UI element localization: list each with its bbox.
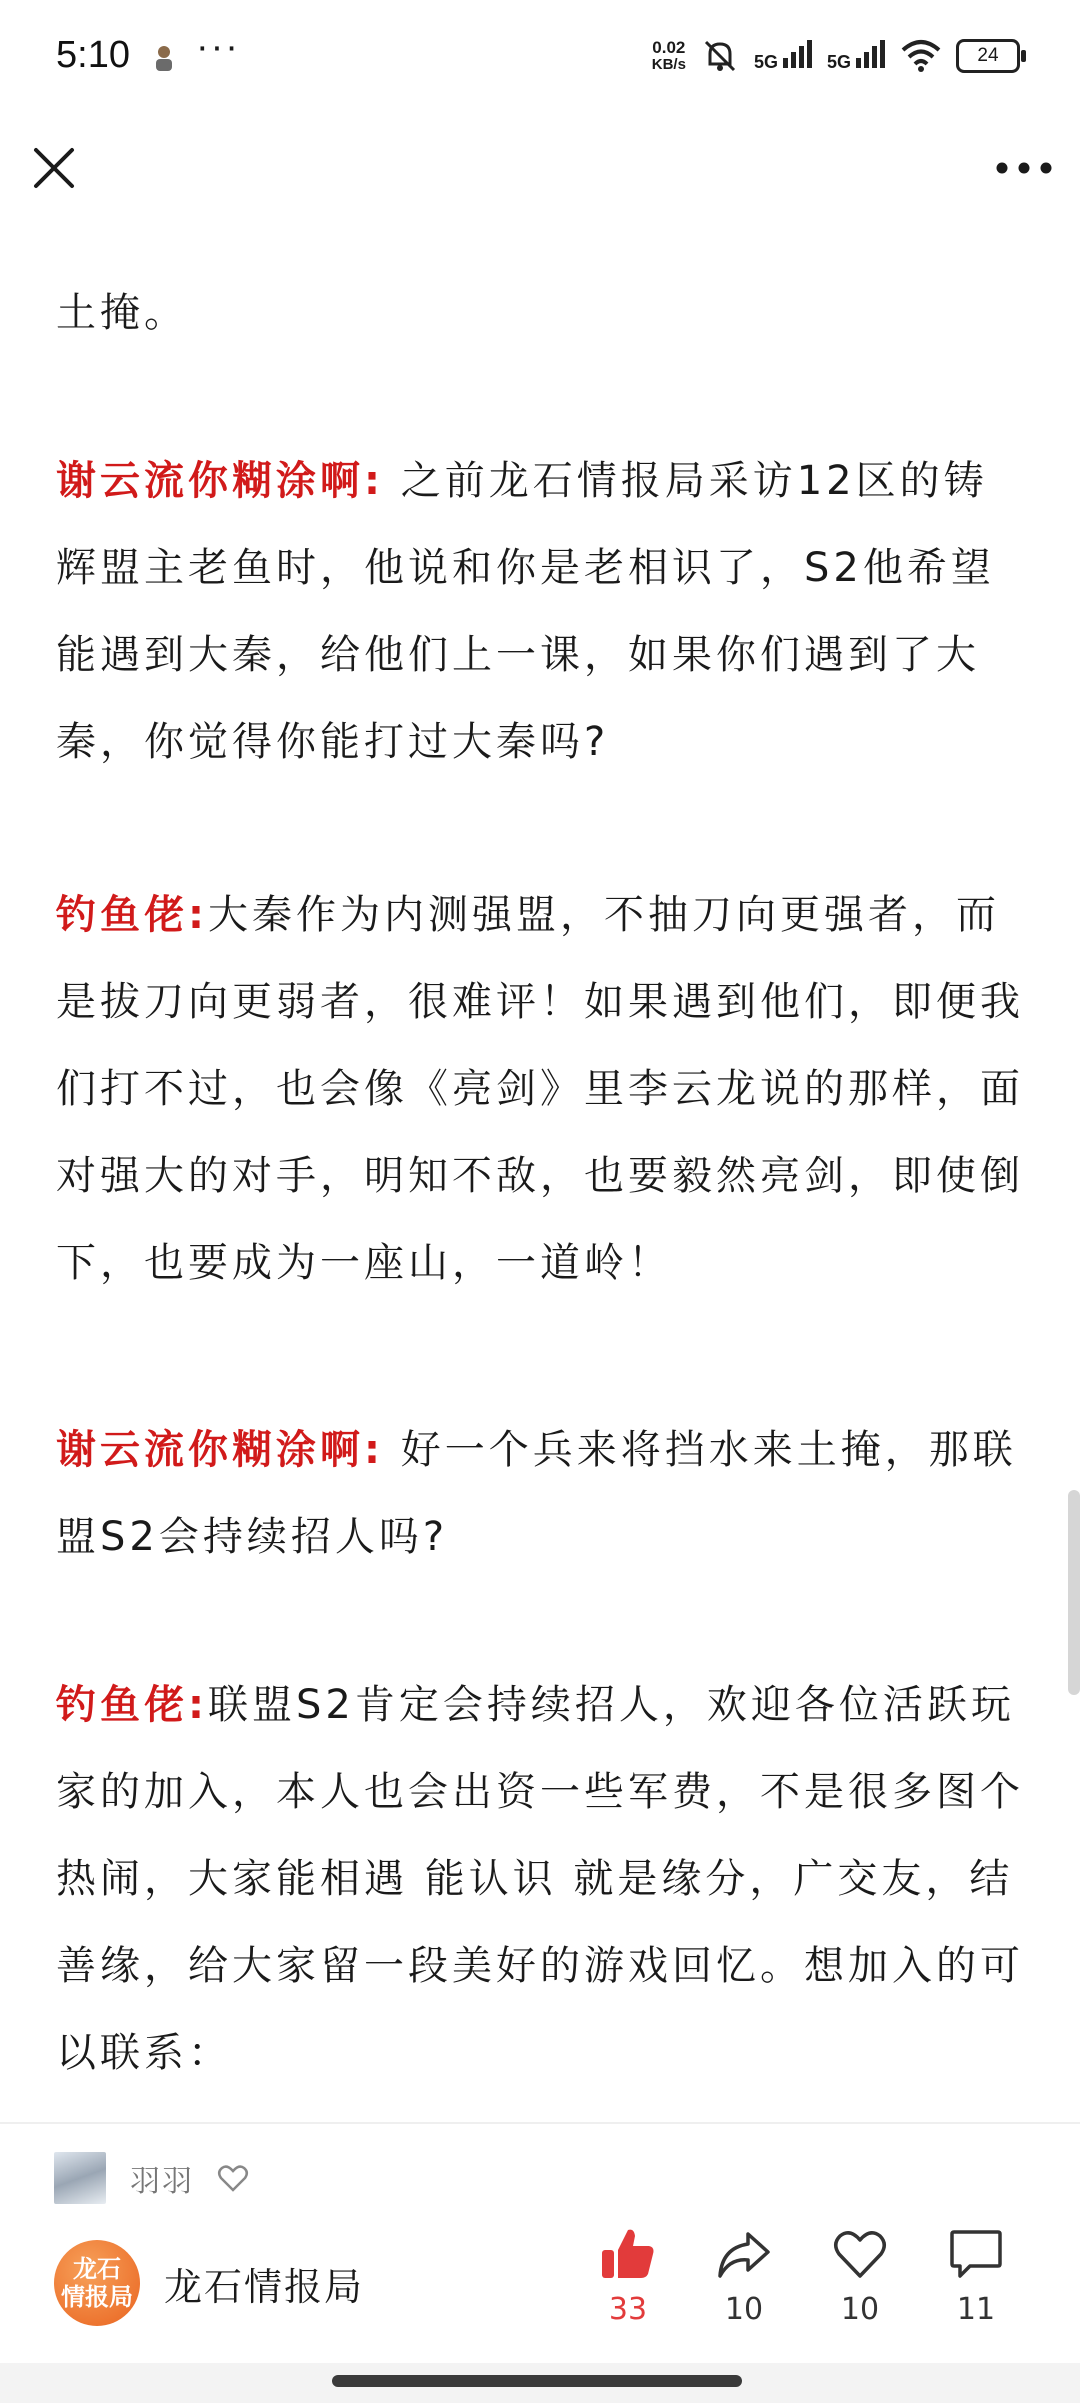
paragraph-text: 好一个兵来将挡水来土掩，那联盟S2会持续招人吗? [56, 1427, 1017, 1560]
home-indicator[interactable] [332, 2375, 742, 2387]
status-icons [652, 38, 1020, 74]
paragraph-4 [56, 1407, 1026, 1581]
signal-5g-icon-2: 5G [827, 40, 886, 73]
speaker: 谢云流你糊涂啊: [56, 1427, 384, 1473]
system-nav-bar [0, 2363, 1080, 2403]
comment-button[interactable] [926, 2226, 1026, 2327]
more-options-icon[interactable] [994, 156, 1054, 180]
close-icon[interactable] [28, 142, 80, 194]
author-name: 龙石情报局 [164, 2264, 365, 2309]
heart-outline-icon [218, 2164, 248, 2192]
author-profile[interactable] [54, 2240, 364, 2326]
like-count: 33 [608, 2292, 648, 2327]
status-bar [0, 0, 1080, 120]
paragraph-text: 土掩。 [56, 290, 188, 336]
paragraph-text: 联盟S2肯定会持续招人，欢迎各位活跃玩家的加入，本人也会出资一些军费，不是很多图个热闹，大家能相遇 能认识 就是缘分，广交友，结善缘，给大家留一段美好的游戏回忆。想加入的可以联系： [56, 1682, 1024, 2076]
status-time: 5:10 [56, 34, 130, 76]
liker-name: 羽羽 [130, 2164, 194, 2199]
paragraph-text: 大秦作为内测强盟，不抽刀向更强者，而是拔刀向更弱者，很难评！如果遇到他们，即便我们打不过，也会像《亮剑》里李云龙说的那样，面对强大的对手，明知不敌，也要毅然亮剑，即使倒下，也要成为一座山，一道岭！ [56, 892, 1024, 1286]
liker-avatar [54, 2152, 106, 2204]
share-button[interactable] [694, 2226, 794, 2327]
scrollbar[interactable] [1068, 1490, 1080, 1695]
speaker: 钓鱼佬: [56, 1682, 208, 1728]
paragraph-2 [56, 438, 1026, 786]
paragraph-5 [56, 1662, 1026, 2097]
top-bar [0, 120, 1080, 232]
comment-icon [948, 2226, 1004, 2282]
article-content [0, 232, 1080, 2122]
thumbs-up-icon [600, 2226, 656, 2282]
mute-icon [700, 38, 740, 74]
paragraph-text: 之前龙石情报局采访12区的铸辉盟主老鱼时，他说和你是老相识了，S2他希望能遇到大秦，给他们上一课，如果你们遇到了大秦，你觉得你能打过大秦吗? [56, 458, 995, 765]
comment-count: 11 [956, 2292, 996, 2327]
more-notifications-icon: ··· [196, 26, 240, 68]
signal-5g-icon-1: 5G [754, 40, 813, 73]
battery-icon: 24 [956, 39, 1020, 73]
author-avatar: 龙石 情报局 [54, 2240, 140, 2326]
paragraph-3 [56, 872, 1026, 1307]
liker-row[interactable] [54, 2152, 248, 2204]
notification-avatar-icon [152, 44, 176, 72]
speaker: 钓鱼佬: [56, 892, 208, 938]
favorite-button[interactable] [810, 2226, 910, 2327]
like-button[interactable] [578, 2226, 678, 2327]
net-speed: 0.02 KB/s [651, 38, 686, 73]
paragraph-1 [56, 270, 1026, 357]
wifi-icon [900, 40, 942, 72]
speaker: 谢云流你糊涂啊: [56, 458, 384, 504]
share-count: 10 [724, 2292, 764, 2327]
favorite-count: 10 [840, 2292, 880, 2327]
share-icon [716, 2226, 772, 2282]
heart-icon [832, 2226, 888, 2282]
